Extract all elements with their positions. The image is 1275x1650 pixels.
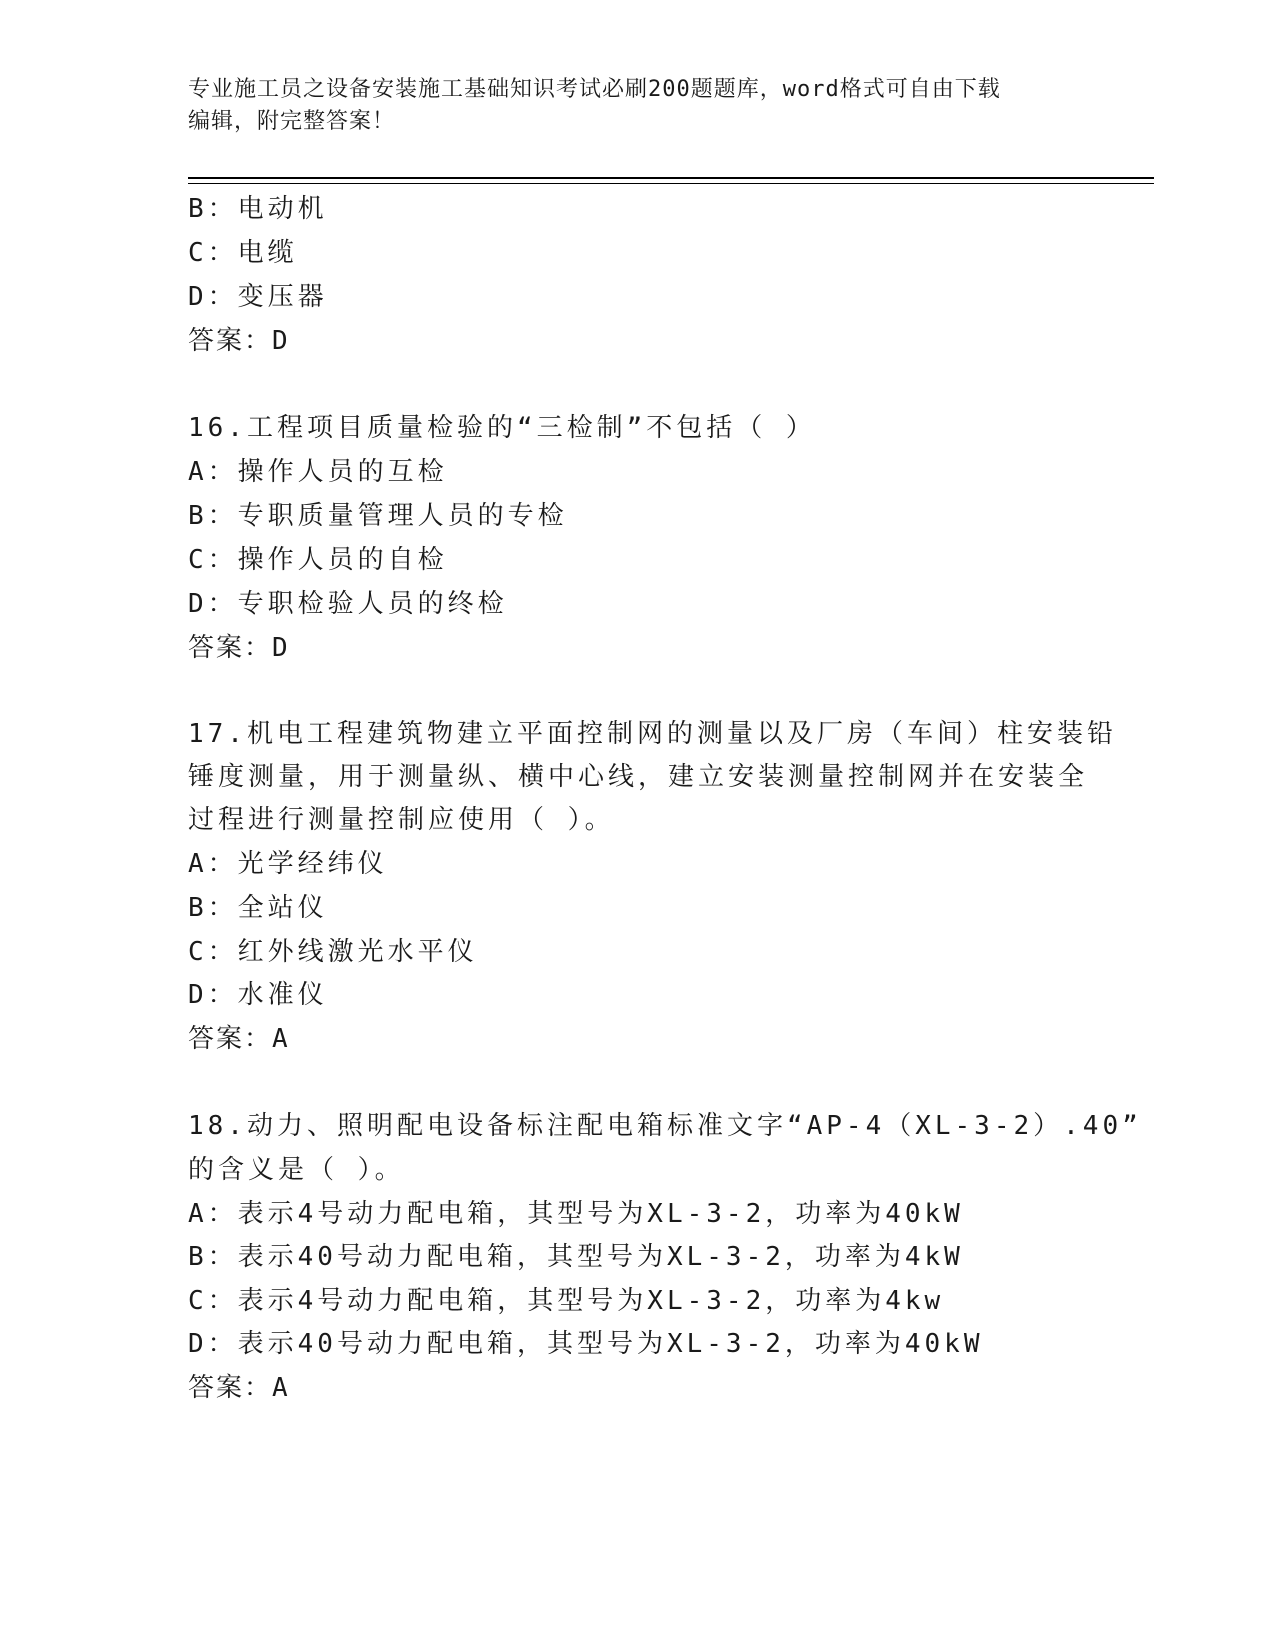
question-18-stem-line-2: 的含义是（ ）。: [188, 1155, 405, 1185]
option-b: B：电动机: [188, 194, 328, 224]
option-b: B：表示40号动力配电箱，其型号为XL-3-2，功率为4kW: [188, 1242, 964, 1272]
option-c: C：红外线激光水平仪: [188, 937, 478, 967]
option-a: A：操作人员的互检: [188, 457, 448, 487]
answer: 答案：D: [188, 633, 290, 663]
option-b: B：全站仪: [188, 893, 328, 923]
question-17-stem-line-1: 17.机电工程建筑物建立平面控制网的测量以及厂房（车间）柱安装铅: [188, 719, 1117, 749]
option-a: A：光学经纬仪: [188, 849, 388, 879]
option-c: C：电缆: [188, 238, 298, 268]
document-header: [188, 74, 1088, 138]
question-17-stem-line-2: 锤度测量，用于测量纵、横中心线，建立安装测量控制网并在安装全: [188, 762, 1089, 792]
option-d: D：水准仪: [188, 980, 328, 1010]
header-line-1: 专业施工员之设备安装施工基础知识考试必刷200题题库，word格式可自由下载: [188, 77, 1001, 102]
header-line-2: 编辑，附完整答案！: [188, 109, 396, 134]
option-c: C：表示4号动力配电箱，其型号为XL-3-2，功率为4kw: [188, 1286, 945, 1316]
header-divider-thick: [188, 177, 1154, 179]
question-16-stem: 16.工程项目质量检验的“三检制”不包括（ ）: [188, 413, 816, 443]
option-a: A：表示4号动力配电箱，其型号为XL-3-2，功率为40kW: [188, 1199, 964, 1229]
option-d: D：专职检验人员的终检: [188, 589, 508, 619]
answer: 答案：A: [188, 1373, 290, 1403]
option-d: D：变压器: [188, 282, 328, 312]
question-18-stem-line-1: 18.动力、照明配电设备标注配电箱标准文字“AP-4（XL-3-2）.40”: [188, 1111, 1142, 1141]
answer: 答案：D: [188, 326, 290, 356]
option-d: D：表示40号动力配电箱，其型号为XL-3-2，功率为40kW: [188, 1329, 984, 1359]
header-divider-thin: [188, 183, 1154, 184]
question-17-stem-line-3: 过程进行测量控制应使用（ ）。: [188, 805, 615, 835]
option-b: B：专职质量管理人员的专检: [188, 501, 568, 531]
option-c: C：操作人员的自检: [188, 545, 448, 575]
answer: 答案：A: [188, 1024, 290, 1054]
